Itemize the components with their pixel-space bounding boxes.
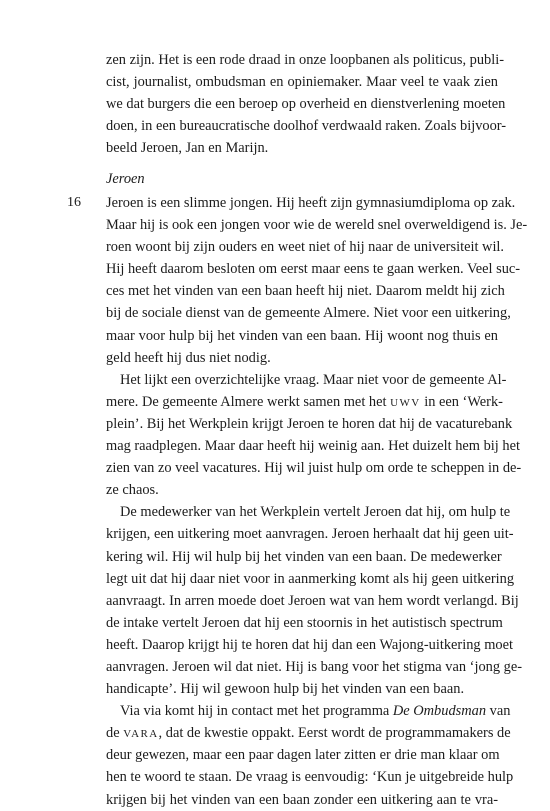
text-line: krijgen bij het vinden van een baan zonder een uitkering aan te vra- — [106, 791, 498, 808]
section-heading: Jeroen — [106, 171, 145, 187]
text-fragment: in een ‘Werk- — [420, 393, 503, 410]
text-line — [106, 722, 511, 744]
program-title: De Ombudsman — [392, 703, 487, 720]
text-line: cist, journalist, ombudsman en opiniemaker. Maar veel te vaak zien — [106, 74, 498, 91]
text-line: Hij heeft daarom besloten om eerst maar eens te gaan werken. Veel suc- — [106, 261, 521, 278]
body-text — [106, 192, 528, 811]
text-line: doen, in een bureaucratische doolhof verdwaald raken. Zoals bijvoor- — [106, 118, 507, 135]
text-line: plein’. Bij het Werkplein krijgt Jeroen te horen dat hij de vacaturebank — [106, 415, 513, 432]
text-line: aanvraagt. In arren moede doet Jeroen wat van hem wordt verlangd. Bij — [106, 592, 519, 609]
text-line: legt uit dat hij daar niet voor in aanmerking komt als hij geen uitkering — [106, 570, 515, 587]
text-fragment: de — [106, 725, 124, 742]
text-line: deur gewezen, maar een paar dagen later zitten er drie man klaar om — [106, 747, 500, 764]
text-line: we dat burgers die een beroep op overheid en dienstverlening moeten — [106, 96, 506, 113]
intro-paragraph — [106, 49, 507, 159]
text-line: mag raadplegen. Maar daar heeft hij weinig aan. Het duizelt hem bij het — [106, 438, 520, 455]
text-line: zien van zo veel vacatures. Hij wil juist hulp om orde te scheppen in de- — [106, 460, 522, 477]
text-line: de intake vertelt Jeroen dat hij een stoornis in het autistisch spectrum — [106, 614, 503, 631]
small-caps-abbreviation: UWV — [390, 396, 421, 409]
text-line: maar voor hulp bij het vinden van een baan. Hij woont nog thuis en — [106, 327, 498, 344]
text-line: De medewerker van het Werkplein vertelt Jeroen dat hij, om hulp te — [120, 504, 511, 521]
text-line: ces met het vinden van een baan heeft hij niet. Daarom meldt hij zich — [106, 283, 505, 300]
text-line — [106, 700, 511, 722]
text-line: hen te woord te staan. De vraag is eenvoudig: ‘Kun je uitgebreide hulp — [106, 769, 514, 786]
text-line: Het lijkt een overzichtelijke vraag. Maar niet voor de gemeente Al- — [120, 371, 507, 388]
text-line — [106, 391, 503, 413]
margin-line-number: 16 — [67, 195, 81, 210]
small-caps-abbreviation: VARA — [123, 728, 159, 741]
text-fragment: Via via komt hij in contact met het programma — [120, 703, 393, 720]
text-line: bij de sociale dienst van de gemeente Almere. Niet voor een uitkering, — [106, 305, 511, 322]
text-line: ze chaos. — [106, 482, 159, 499]
text-fragment: , dat de kwestie oppakt. Eerst wordt de programmamakers de — [158, 725, 511, 742]
text-line: Maar hij is ook een jongen voor wie de wereld snel overweldigend is. Je- — [106, 217, 528, 234]
paragraph-3 — [106, 501, 523, 700]
text-line: beeld Jeroen, Jan en Marijn. — [106, 140, 269, 157]
text-line: kering wil. Hij wil hulp bij het vinden van een baan. De medewerker — [106, 548, 502, 565]
text-line: heeft. Daarop krijgt hij te horen dat hij dan een Wajong-uitkering moet — [106, 636, 513, 653]
text-fragment: van — [486, 703, 511, 720]
text-line: krijgen, een uitkering moet aanvragen. Jeroen herhaalt dat hij geen uit- — [106, 526, 514, 543]
paragraph-4 — [106, 700, 514, 810]
text-line: aanvragen. Jeroen wil dat niet. Hij is bang voor het stigma van ‘jong ge- — [106, 658, 523, 675]
text-line: Jeroen is een slimme jongen. Hij heeft zijn gymnasiumdiploma op zak. — [106, 195, 516, 211]
text-line: geld heeft hij dus niet nodig. — [106, 349, 271, 366]
text-line: zen zijn. Het is een rode draad in onze loopbanen als politicus, publi- — [106, 52, 505, 68]
paragraph-2 — [106, 369, 522, 502]
paragraph-1 — [106, 192, 528, 369]
text-fragment: mere. De gemeente Almere werkt samen met het — [106, 393, 391, 410]
text-line: roen woont bij zijn ouders en weet niet of hij naar de universiteit wil. — [106, 239, 505, 256]
text-line: handicapte’. Hij wil gewoon hulp bij het vinden van een baan. — [106, 681, 465, 698]
